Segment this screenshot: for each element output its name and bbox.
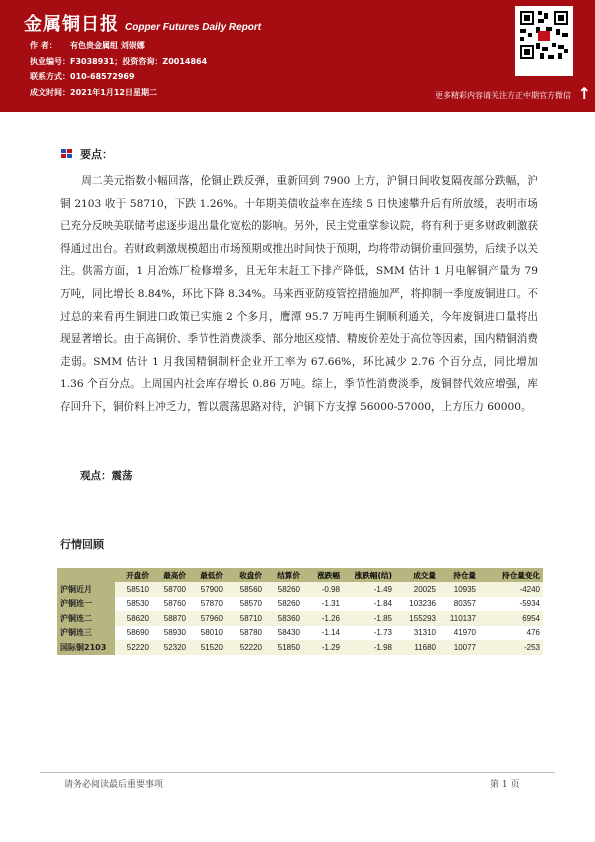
table-cell: 58530 bbox=[115, 597, 152, 612]
report-title-cn: 金属铜日报 bbox=[24, 14, 119, 35]
row-name: 沪铜近月 bbox=[57, 582, 115, 597]
table-cell: 52320 bbox=[152, 640, 189, 655]
report-header bbox=[0, 0, 595, 112]
column-header: 最低价 bbox=[189, 568, 226, 582]
table-cell: -253 bbox=[479, 640, 543, 655]
column-header: 最高价 bbox=[152, 568, 189, 582]
viewpoint: 观点：震荡 bbox=[80, 470, 133, 482]
meta-date: 成文时间：2021年1月12日星期二 bbox=[30, 87, 157, 97]
keypoints-title: 要点： bbox=[80, 148, 113, 161]
table-cell: 110137 bbox=[439, 611, 479, 626]
column-header: 持仓量变化 bbox=[479, 568, 543, 582]
table-cell: -5934 bbox=[479, 597, 543, 612]
table-cell: 10077 bbox=[439, 640, 479, 655]
table-cell: 58560 bbox=[226, 582, 265, 597]
table-cell: -1.98 bbox=[343, 640, 395, 655]
table-cell: 51520 bbox=[189, 640, 226, 655]
table-cell: 58010 bbox=[189, 626, 226, 641]
table-cell: 20025 bbox=[395, 582, 439, 597]
table-cell: -1.84 bbox=[343, 597, 395, 612]
table-cell: 58360 bbox=[265, 611, 303, 626]
table-cell: 58690 bbox=[115, 626, 152, 641]
meta-contact: 联系方式：010-68572969 bbox=[30, 72, 135, 81]
table-row bbox=[57, 582, 543, 597]
table-cell: 58260 bbox=[265, 597, 303, 612]
qr-code-icon bbox=[518, 9, 570, 73]
column-header: 持仓量 bbox=[439, 568, 479, 582]
table-cell: 58570 bbox=[226, 597, 265, 612]
table-cell: 41970 bbox=[439, 626, 479, 641]
table-cell: 58510 bbox=[115, 582, 152, 597]
footer-notice: 请务必阅读最后重要事项 bbox=[64, 780, 164, 790]
column-header: 涨跌幅 bbox=[303, 568, 343, 582]
row-name: 沪铜连三 bbox=[57, 626, 115, 641]
table-row bbox=[57, 640, 543, 655]
table-cell: 51850 bbox=[265, 640, 303, 655]
table-cell: 57900 bbox=[189, 582, 226, 597]
column-header: 结算价 bbox=[265, 568, 303, 582]
table-cell: 58430 bbox=[265, 626, 303, 641]
table-cell: 58710 bbox=[226, 611, 265, 626]
table-corner bbox=[57, 568, 115, 582]
meta-license: 执业编号：F3038931；投资咨询：Z0014864 bbox=[30, 56, 208, 66]
table-cell: -1.14 bbox=[303, 626, 343, 641]
table-cell: 80357 bbox=[439, 597, 479, 612]
table-row bbox=[57, 626, 543, 641]
column-header: 成交量 bbox=[395, 568, 439, 582]
table-cell: 6954 bbox=[479, 611, 543, 626]
row-name: 沪铜连二 bbox=[57, 611, 115, 626]
row-name: 国际铜2103 bbox=[57, 640, 115, 655]
table-cell: 476 bbox=[479, 626, 543, 641]
table-cell: -1.85 bbox=[343, 611, 395, 626]
column-header: 开盘价 bbox=[115, 568, 152, 582]
footer-divider bbox=[40, 772, 555, 773]
wechat-qr-code bbox=[515, 6, 573, 76]
table-row bbox=[57, 611, 543, 626]
column-header: 涨跌幅(结) bbox=[343, 568, 395, 582]
table-cell: -4240 bbox=[479, 582, 543, 597]
table-cell: -1.31 bbox=[303, 597, 343, 612]
column-header: 收盘价 bbox=[226, 568, 265, 582]
table-row bbox=[57, 597, 543, 612]
table-cell: -0.98 bbox=[303, 582, 343, 597]
table-cell: 31310 bbox=[395, 626, 439, 641]
keypoints-heading bbox=[60, 146, 113, 162]
up-arrow-icon: ↑ bbox=[577, 84, 591, 103]
follow-wechat-text: 更多精彩内容请关注方正中期官方微信 bbox=[435, 91, 571, 100]
table-cell: 58260 bbox=[265, 582, 303, 597]
bullet-flag-icon bbox=[60, 148, 74, 160]
table-cell: 103236 bbox=[395, 597, 439, 612]
table-cell: -1.73 bbox=[343, 626, 395, 641]
table-cell: 58700 bbox=[152, 582, 189, 597]
report-title-en: Copper Futures Daily Report bbox=[125, 22, 262, 33]
table-cell: 52220 bbox=[226, 640, 265, 655]
table-header-row bbox=[57, 568, 543, 582]
row-name: 沪铜连一 bbox=[57, 597, 115, 612]
table-cell: 58930 bbox=[152, 626, 189, 641]
table-cell: -1.26 bbox=[303, 611, 343, 626]
market-table bbox=[57, 568, 543, 655]
table-cell: 11680 bbox=[395, 640, 439, 655]
table-cell: 52220 bbox=[115, 640, 152, 655]
report-title bbox=[24, 10, 261, 36]
table-cell: 155293 bbox=[395, 611, 439, 626]
table-cell: -1.49 bbox=[343, 582, 395, 597]
market-review-title: 行情回顾 bbox=[60, 538, 104, 551]
page-number: 第 1 页 bbox=[490, 780, 520, 790]
table-cell: -1.29 bbox=[303, 640, 343, 655]
table-cell: 58870 bbox=[152, 611, 189, 626]
table-cell: 58620 bbox=[115, 611, 152, 626]
table-cell: 57960 bbox=[189, 611, 226, 626]
keypoints-body: 周二美元指数小幅回落，伦铜止跌反弹，重新回到 7900 上方，沪铜日间收复隔夜部分跌幅，沪铜 2103 收于 58710，下跌 1.26%。十年期美债收益率在连续 5 日快速攀升后有所放缓，表明市场已充分反映美联储考虑逐步退出量化宽松的影响。另外，民主党重掌参议院，将有利于更多财政刺激获得通过出台。若财政刺激规模超出市场预期或推出时间快于预期，均将带动铜价重回强势，后续予以关注。供需方面，1 月冶炼厂检修增多，且无年末赶工下排产降低，SMM 估计 1 月电解铜产量为 79 万吨，同比增长 8.84%，环比下降 8.34%。马来西亚防疫管控措施加严，将抑制一季度废铜进口。不过总的来看再生铜进口政策已实施 2 个多月，鹰潭 95.7 万吨再生铜顺利通关，今年废铜进口量将出现显著增长。由于高铜价、季节性消费淡季、部分地区疫情、精废价差处于高位等因素，国内精铜消费走弱。SMM 估计 1 月我国精铜制杆企业开工率为 67.66%，环比减少 2.76 个百分点，同比增加 1.36 个百分点。上周国内社会库存增长 0.86 万吨。综上，季节性消费淡季，废铜替代效应增强，库存回升下，铜价料上冲乏力，暂以震荡思路对待，沪铜下方支撑 56000-57000，上方压力 60000。 bbox=[60, 175, 538, 413]
author-meta bbox=[30, 38, 207, 100]
table-cell: 57870 bbox=[189, 597, 226, 612]
meta-author: 作 者： 有色贵金属组 刘崇娜 bbox=[30, 41, 145, 50]
table-cell: 10935 bbox=[439, 582, 479, 597]
table-cell: 58760 bbox=[152, 597, 189, 612]
table-cell: 58780 bbox=[226, 626, 265, 641]
